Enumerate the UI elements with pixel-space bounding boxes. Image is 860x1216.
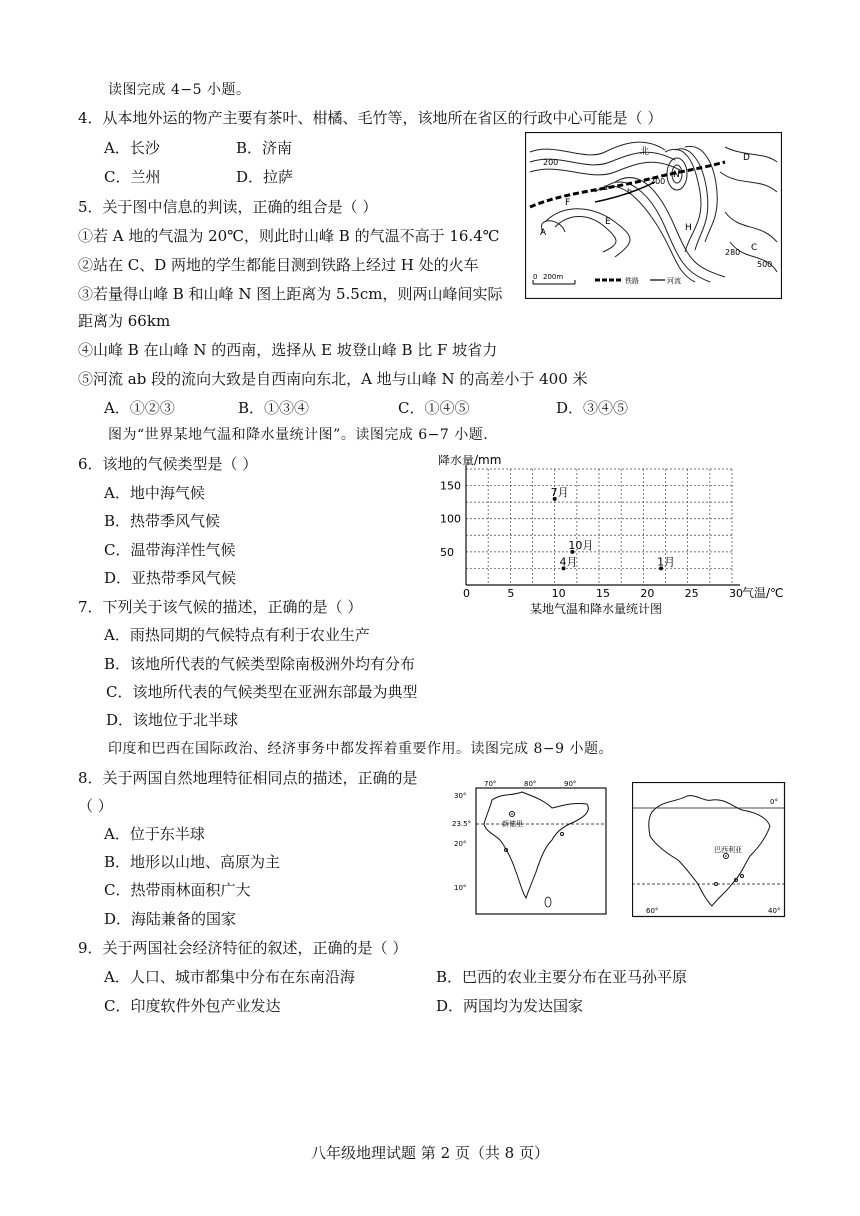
q8-option-c: C．热带雨林面积广大 <box>104 881 251 899</box>
q4-option-b: B．济南 <box>236 139 293 157</box>
chart-y-tick-label: 150 <box>440 479 461 493</box>
climate-chart <box>430 455 802 620</box>
question-5-stem: 5．关于图中信息的判读，正确的组合是（ ） <box>78 198 378 216</box>
map-label-n: N <box>673 170 680 180</box>
q4-option-a: A．长沙 <box>104 139 160 157</box>
question-6-stem: 6．该地的气候类型是（ ） <box>78 455 258 473</box>
chart-points <box>551 486 675 571</box>
brazil-lon-60: 60° <box>646 907 659 915</box>
chart-x-tick-label: 15 <box>596 587 610 600</box>
q4-option-c: C．兰州 <box>104 168 161 186</box>
intro-q8-9: 印度和巴西在国际政治、经济事务中都发挥着重要作用。读图完成 8−9 小题。 <box>108 741 613 757</box>
chart-x-tick-label: 20 <box>640 587 655 600</box>
brazil-lon-40: 40° <box>768 907 781 915</box>
q5-option-c: C．①④⑤ <box>398 399 470 417</box>
question-9-stem: 9．关于两国社会经济特征的叙述，正确的是（ ） <box>78 939 408 957</box>
map-label-f: F <box>565 198 571 208</box>
map-label-north: 北 <box>640 147 650 157</box>
q5-option-a: A．①②③ <box>104 399 175 417</box>
q6-option-b: B．热带季风气候 <box>104 512 221 530</box>
page-footer: 八年级地理试题 第 2 页（共 8 页） <box>311 1144 549 1162</box>
map-label-280: 280 <box>725 248 741 257</box>
map-scale-200m: 200m <box>543 273 564 281</box>
chart-point-label: 1月 <box>657 555 676 569</box>
map-label-a: A <box>540 228 547 238</box>
india-map <box>452 778 612 918</box>
chart-y-tick-label: 100 <box>440 512 461 526</box>
q6-option-a: A．地中海气候 <box>104 484 205 502</box>
map-label-200b: 200 <box>650 177 666 186</box>
chart-grid <box>466 469 732 585</box>
chart-point-label: 7月 <box>550 485 569 499</box>
chart-axes <box>466 465 740 585</box>
map-label-d: D <box>743 153 750 163</box>
chart-y-tick-label: 50 <box>440 545 454 559</box>
q8-option-a: A．位于东半球 <box>104 825 205 843</box>
contour-map <box>525 132 782 299</box>
q6-option-d: D．亚热带季风气候 <box>104 569 237 587</box>
q4-option-d: D．拉萨 <box>236 168 294 186</box>
map-label-200a: 200 <box>543 158 559 167</box>
map-label-c: C <box>751 243 758 253</box>
q7-option-a: A．雨热同期的气候特点有利于农业生产 <box>104 626 370 644</box>
india-label-new-delhi: 新德里 <box>502 820 523 828</box>
q9-option-d: D．两国均为发达国家 <box>436 997 584 1015</box>
q5-statement-1: ①若 A 地的气温为 20℃，则此时山峰 B 的气温不高于 16.4℃ <box>78 227 500 245</box>
chart-x-tick-label: 0 <box>463 587 470 600</box>
chart-y-axis-label: 降水量/mm <box>438 455 502 467</box>
india-lon-70: 70° <box>484 780 497 788</box>
brazil-map <box>632 782 786 918</box>
question-8-paren: （ ） <box>78 797 113 815</box>
intro-q4-5: 读图完成 4−5 小题。 <box>108 82 251 98</box>
chart-x-axis-label: 气温/℃ <box>742 586 784 600</box>
map-legend-railway: 铁路 <box>625 277 639 285</box>
map-label-h: H <box>685 223 692 233</box>
map-scale-zero: 0 <box>533 273 538 281</box>
map-label-500: 500 <box>757 260 773 269</box>
q9-option-c: C．印度软件外包产业发达 <box>104 997 281 1015</box>
india-lon-90: 90° <box>564 780 577 788</box>
q5-statement-3-cont: 距离为 66km <box>78 312 171 330</box>
chart-point-label: 4月 <box>559 555 578 569</box>
brazil-lat-0: 0° <box>770 798 778 806</box>
map-legend-river: 河流 <box>667 277 681 285</box>
intro-q6-7: 图为“世界某地气温和降水量统计图”。读图完成 6−7 小题. <box>108 427 489 443</box>
q5-statement-4: ④山峰 B 在山峰 N 的西南，选择从 E 坡登山峰 B 比 F 坡省力 <box>78 341 498 359</box>
q8-option-b: B．地形以山地、高原为主 <box>104 853 281 871</box>
q7-option-b: B．该地所代表的气候类型除南极洲外均有分布 <box>104 655 416 673</box>
q7-option-c: C．该地所代表的气候类型在亚洲东部最为典型 <box>106 683 418 701</box>
q8-option-d: D．海陆兼备的国家 <box>104 910 237 928</box>
brazil-label-brasilia: 巴西利亚 <box>714 846 742 854</box>
q5-statement-3: ③若量得山峰 B 和山峰 N 图上距离为 5.5cm，则两山峰间实际 <box>78 285 503 303</box>
q9-option-a: A．人口、城市都集中分布在东南沿海 <box>104 968 355 986</box>
chart-x-tick-label: 25 <box>684 587 699 600</box>
q5-option-b: B．①③④ <box>238 399 310 417</box>
india-lon-80: 80° <box>524 780 537 788</box>
map-label-e: E <box>605 217 611 227</box>
q9-option-b: B．巴西的农业主要分布在亚马孙平原 <box>436 968 688 986</box>
chart-x-tick-label: 30 <box>729 587 743 600</box>
q6-option-c: C．温带海洋性气候 <box>104 541 236 559</box>
q5-statement-2: ②站在 C、D 两地的学生都能目测到铁路上经过 H 处的火车 <box>78 256 479 274</box>
chart-x-tick-label: 10 <box>551 587 566 600</box>
india-lat-30: 30° <box>454 792 467 800</box>
q5-option-d: D．③④⑤ <box>556 399 629 417</box>
chart-x-tick-label: 5 <box>507 587 515 600</box>
question-7-stem: 7．下列关于该气候的描述，正确的是（ ） <box>78 598 363 616</box>
map-label-b-river: b <box>627 187 633 196</box>
chart-title: 某地气温和降水量统计图 <box>530 602 663 616</box>
question-4-stem: 4．从本地外运的物产主要有茶叶、柑橘、毛竹等，该地所在省区的行政中心可能是（ ） <box>78 109 663 127</box>
india-lat-23-5: 23.5° <box>452 820 472 828</box>
q5-statement-5: ⑤河流 ab 段的流向大致是自西南向东北，A 地与山峰 N 的高差小于 400 米 <box>78 370 588 388</box>
question-8-stem: 8．关于两国自然地理特征相同点的描述，正确的是 <box>78 769 418 787</box>
chart-point-label: 10月 <box>568 538 594 552</box>
india-lat-10: 10° <box>454 884 467 892</box>
q7-option-d: D．该地位于北半球 <box>106 711 239 729</box>
india-lat-20: 20° <box>454 840 467 848</box>
map-label-a-river: a <box>603 183 608 192</box>
